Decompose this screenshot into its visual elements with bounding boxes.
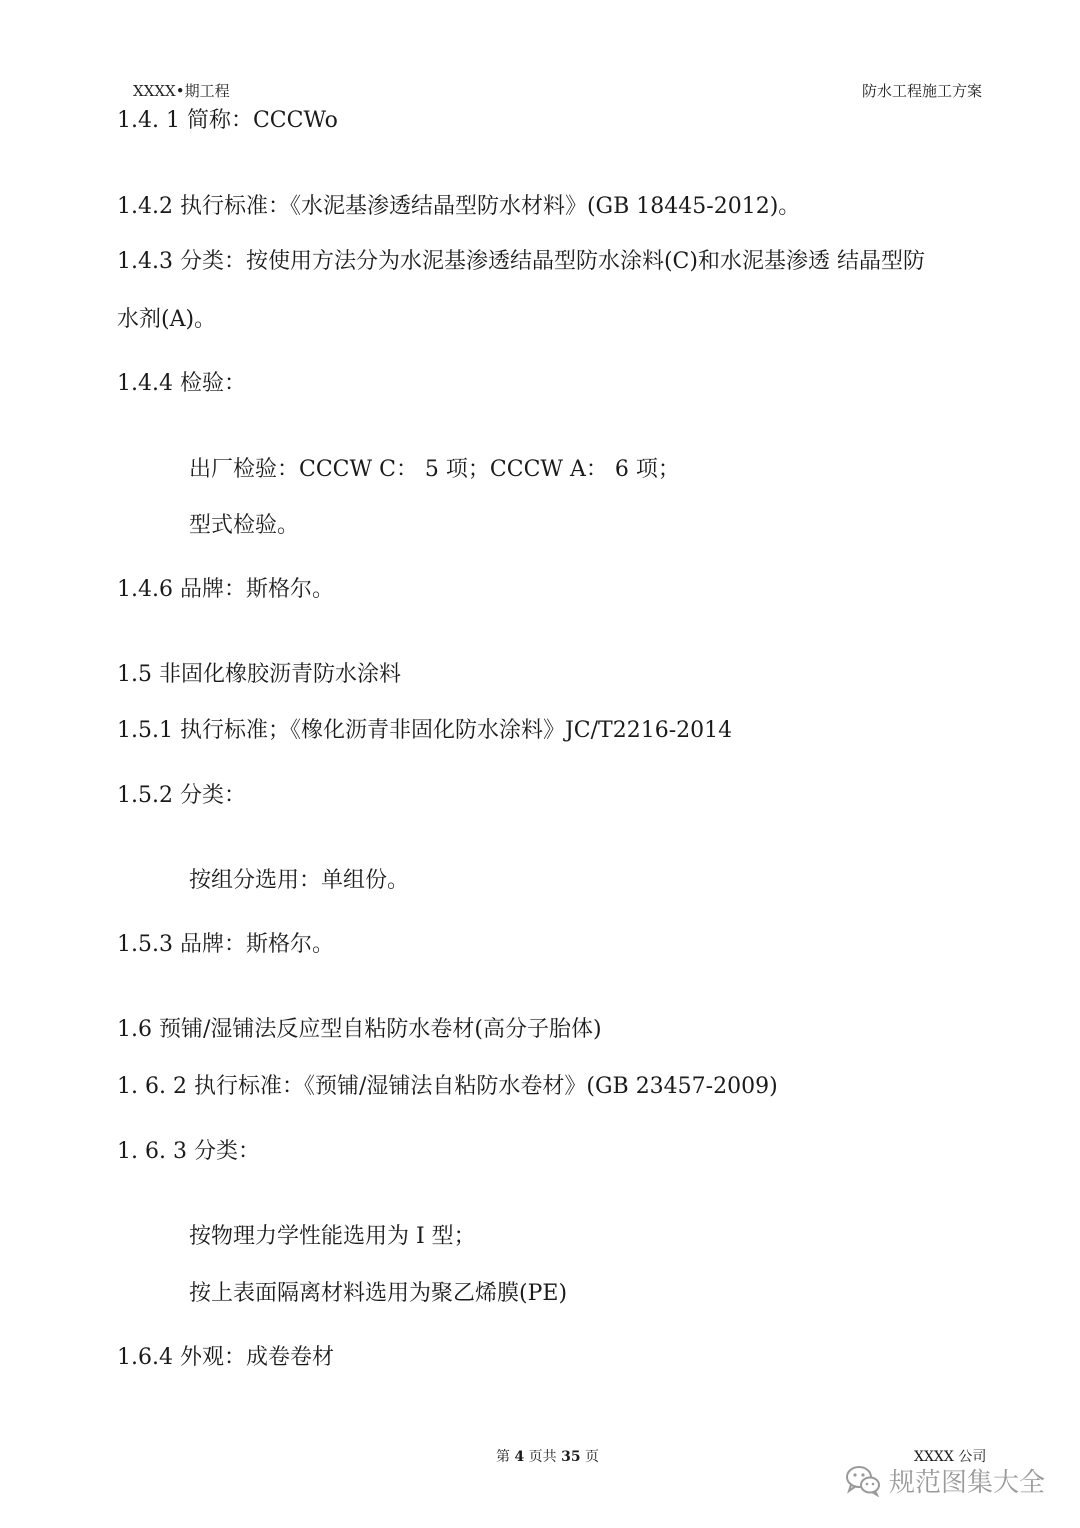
line-type-inspection: 型式检验。: [189, 513, 300, 538]
line-1-4-3-cont: 水剂(A)。: [117, 307, 217, 332]
line-1-5-2: 1.5.2 分类：: [117, 783, 246, 808]
line-type-i: 按物理力学性能选用为 I 型；: [189, 1224, 476, 1249]
footer-page-number: 第 4 页共 35 页: [496, 1449, 600, 1465]
page-current: 4: [514, 1449, 525, 1465]
line-1-4-6: 1.4.6 品牌：斯格尔。: [117, 577, 334, 602]
line-1-4-2: 1.4.2 执行标准：《水泥基渗透结晶型防水材料》(GB 18445-2012)。: [117, 194, 801, 219]
watermark: [845, 1462, 1045, 1499]
header-doc-title: 防水工程施工方案: [861, 82, 982, 100]
line-1-4-1: 1.4. 1 简称：CCCWo: [117, 108, 338, 133]
page-total: 35: [561, 1449, 581, 1465]
line-1-6: 1.6 预铺/湿铺法反应型自粘防水卷材(高分子胎体): [117, 1017, 602, 1042]
line-1-6-3: 1. 6. 3 分类：: [117, 1139, 260, 1164]
line-1-6-2: 1. 6. 2 执行标准：《预铺/湿铺法自粘防水卷材》(GB 23457-2009): [117, 1074, 778, 1099]
line-1-5: 1.5 非固化橡胶沥青防水涂料: [117, 662, 401, 687]
header-project: XXXX•期工程: [133, 82, 230, 100]
line-1-4-3: 1.4.3 分类：按使用方法分为水泥基渗透结晶型防水涂料(C)和水泥基渗透 结晶型防: [117, 249, 925, 274]
line-1-4-4: 1.4.4 检验：: [117, 371, 246, 396]
watermark-text: 规范图集大全: [889, 1468, 1046, 1498]
footer-company: XXXX 公司: [914, 1449, 987, 1465]
line-1-5-1: 1.5.1 执行标准；《橡化沥青非固化防水涂料》JC/T2216-2014: [117, 718, 733, 743]
line-factory-inspection: 出厂检验：CCCW C： 5 项；CCCW A： 6 项；: [189, 457, 680, 482]
line-pe-film: 按上表面隔离材料选用为聚乙烯膜(PE): [189, 1281, 568, 1306]
line-component: 按组分选用：单组份。: [189, 868, 410, 893]
wechat-icon: [845, 1465, 881, 1497]
line-1-6-4: 1.6.4 外观：成卷卷材: [117, 1345, 334, 1370]
line-1-5-3: 1.5.3 品牌：斯格尔。: [117, 932, 334, 957]
